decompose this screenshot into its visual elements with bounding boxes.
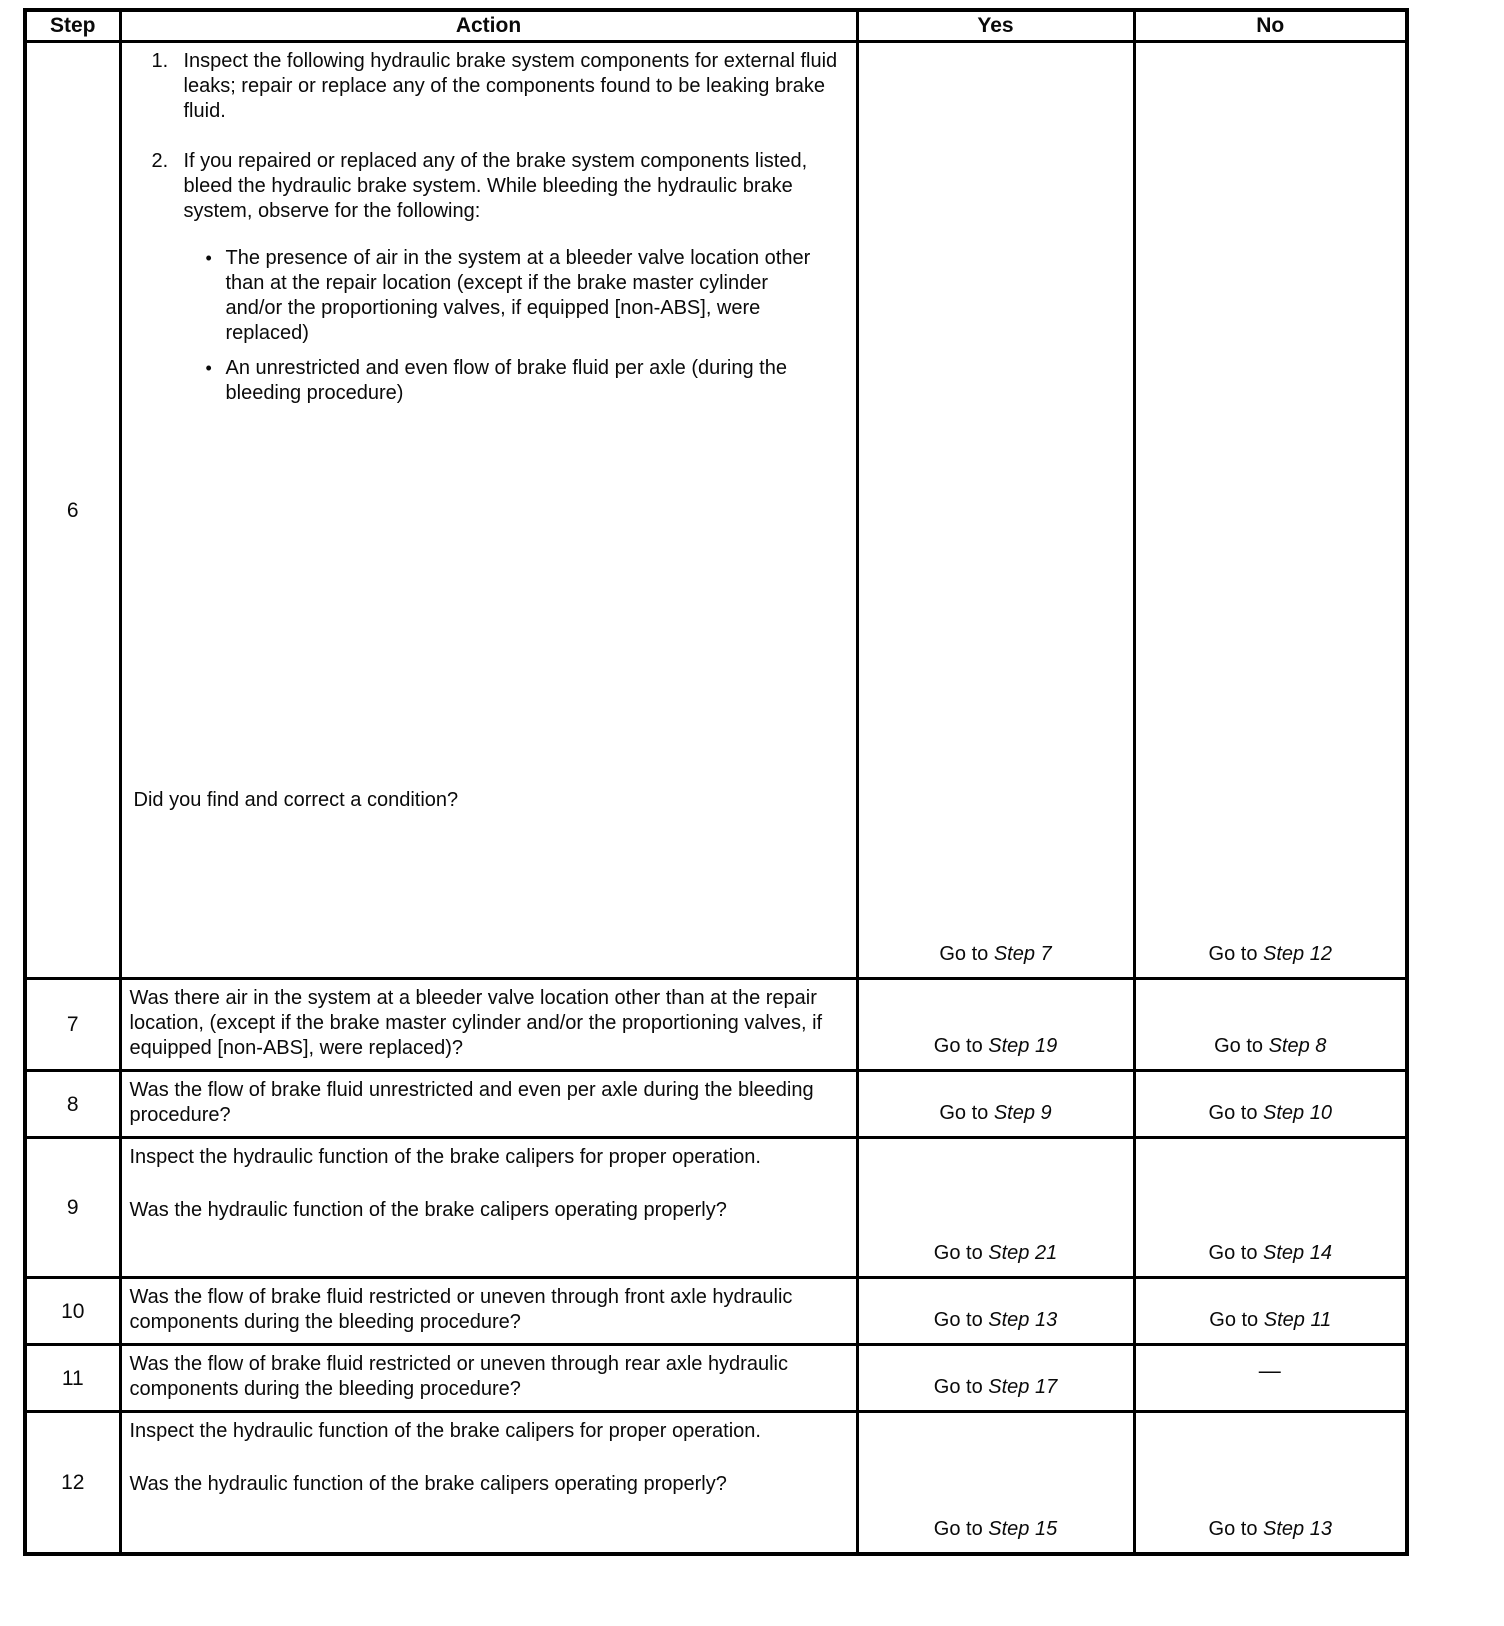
goto-prefix: Go to	[1214, 1035, 1264, 1057]
no-cell	[1134, 1138, 1407, 1278]
bullet-text: The presence of air in the system at a bleeder valve location other than at the repair location (except if the brake master cylinder and/or the proportioning valves, if equipped [non-ABS], were replaced)	[225, 247, 811, 344]
action-instruction: Inspect the hydraulic function of the brake calipers for proper operation.	[129, 1420, 761, 1442]
col-header-action: Action	[120, 10, 857, 42]
yes-cell	[857, 42, 1134, 979]
goto-prefix: Go to	[933, 1309, 983, 1331]
numbered-item	[152, 49, 844, 124]
action-question: Was the hydraulic function of the brake calipers operating properly?	[129, 1473, 727, 1495]
action-question: Was the flow of brake fluid unrestricted and even per axle during the bleeding procedure?	[129, 1079, 814, 1126]
yes-cell	[857, 1412, 1134, 1554]
goto-target: Step 14	[1263, 1242, 1332, 1264]
action-cell	[120, 979, 857, 1071]
no-cell	[1134, 1071, 1407, 1138]
goto-target: Step 15	[988, 1517, 1058, 1540]
goto-target: Step 12	[1263, 943, 1332, 965]
item-number: 2.	[151, 150, 169, 172]
action-question: Was there air in the system at a bleeder valve location other than at the repair location, (except if the brake master cylinder and/or the proportioning valves, if equipped [non-ABS], were replaced)?	[129, 987, 823, 1059]
no-cell	[1134, 979, 1407, 1071]
goto-reference	[939, 943, 1051, 965]
action-instruction: Inspect the hydraulic function of the brake calipers for proper operation.	[129, 1146, 761, 1168]
goto-prefix: Go to	[1208, 1242, 1258, 1264]
goto-reference	[1209, 1518, 1332, 1540]
no-cell	[1134, 1278, 1407, 1345]
action-question: Was the flow of brake fluid restricted or uneven through front axle hydraulic components during the bleeding procedure?	[129, 1286, 793, 1333]
step-number: 10	[25, 1278, 120, 1345]
table-row	[25, 42, 1407, 979]
no-cell	[1134, 1412, 1407, 1554]
yes-cell	[857, 979, 1134, 1071]
goto-reference	[1209, 1102, 1332, 1124]
yes-cell	[857, 1071, 1134, 1138]
col-header-no: No	[1134, 10, 1407, 42]
table-row	[25, 1412, 1407, 1554]
item-number: 1.	[151, 50, 169, 72]
header-row	[25, 10, 1407, 42]
numbered-item	[152, 149, 844, 224]
goto-prefix: Go to	[1209, 1309, 1259, 1331]
goto-reference	[939, 1102, 1051, 1124]
step-number: 8	[25, 1071, 120, 1138]
table-row	[25, 1071, 1407, 1138]
step-number: 12	[25, 1412, 120, 1554]
action-cell	[120, 1278, 857, 1345]
no-cell	[1134, 1345, 1407, 1412]
goto-target: Step 17	[988, 1376, 1058, 1398]
no-action-dash: —	[1258, 1357, 1282, 1383]
goto-reference	[934, 1376, 1057, 1398]
goto-target: Step 21	[988, 1242, 1058, 1264]
goto-reference	[1209, 1309, 1331, 1331]
item-text: If you repaired or replaced any of the brake system components listed, bleed the hydraulic brake system. While bleeding the hydraulic brake system, observe for the following:	[183, 150, 808, 222]
action-cell	[120, 42, 857, 979]
goto-prefix: Go to	[1208, 1102, 1258, 1124]
table-row	[25, 1138, 1407, 1278]
step-number: 9	[25, 1138, 120, 1278]
action-cell	[120, 1138, 857, 1278]
goto-reference	[1214, 1035, 1326, 1057]
goto-prefix: Go to	[939, 943, 989, 965]
table-row	[25, 979, 1407, 1071]
action-cell	[120, 1071, 857, 1138]
goto-reference	[934, 1035, 1057, 1057]
table-row	[25, 1345, 1407, 1412]
goto-prefix: Go to	[933, 1242, 983, 1264]
yes-cell	[857, 1278, 1134, 1345]
goto-prefix: Go to	[939, 1102, 989, 1124]
action-cell	[120, 1345, 857, 1412]
step-number: 7	[25, 979, 120, 1071]
yes-cell	[857, 1138, 1134, 1278]
goto-prefix: Go to	[1208, 1517, 1258, 1540]
goto-target: Step 13	[988, 1309, 1058, 1331]
bullet-icon: •	[205, 358, 212, 378]
yes-cell	[857, 1345, 1134, 1412]
step-number: 11	[25, 1345, 120, 1412]
step-number: 6	[25, 42, 120, 979]
item-text: Inspect the following hydraulic brake system components for external fluid leaks; repair or replace any of the components found to be leaking brake fluid.	[183, 50, 838, 122]
goto-target: Step 7	[993, 943, 1052, 965]
col-header-yes: Yes	[857, 10, 1134, 42]
goto-prefix: Go to	[933, 1376, 983, 1398]
bullet-item	[206, 246, 844, 346]
bullet-text: An unrestricted and even flow of brake fluid per axle (during the bleeding procedure)	[225, 357, 787, 404]
bullet-item	[206, 356, 844, 406]
goto-reference	[934, 1518, 1057, 1540]
diagnostic-table	[23, 8, 1409, 1556]
action-question: Did you find and correct a condition?	[133, 789, 459, 811]
bullet-icon: •	[205, 248, 212, 268]
action-question: Was the hydraulic function of the brake calipers operating properly?	[129, 1199, 727, 1221]
goto-reference	[934, 1309, 1057, 1331]
goto-reference	[1209, 943, 1332, 965]
goto-target: Step 13	[1263, 1517, 1332, 1540]
no-cell	[1134, 42, 1407, 979]
goto-target: Step 9	[993, 1102, 1052, 1124]
goto-target: Step 11	[1263, 1309, 1332, 1331]
table-row	[25, 1278, 1407, 1345]
goto-prefix: Go to	[933, 1517, 983, 1540]
goto-reference	[934, 1242, 1057, 1264]
col-header-step: Step	[25, 10, 120, 42]
goto-reference	[1209, 1242, 1332, 1264]
goto-target: Step 10	[1263, 1102, 1332, 1124]
goto-target: Step 19	[988, 1035, 1058, 1057]
goto-target: Step 8	[1268, 1035, 1327, 1057]
goto-prefix: Go to	[1208, 943, 1258, 965]
action-question: Was the flow of brake fluid restricted or uneven through rear axle hydraulic components during the bleeding procedure?	[129, 1353, 788, 1400]
goto-prefix: Go to	[933, 1035, 983, 1057]
bullet-list	[206, 246, 844, 406]
action-cell	[120, 1412, 857, 1554]
